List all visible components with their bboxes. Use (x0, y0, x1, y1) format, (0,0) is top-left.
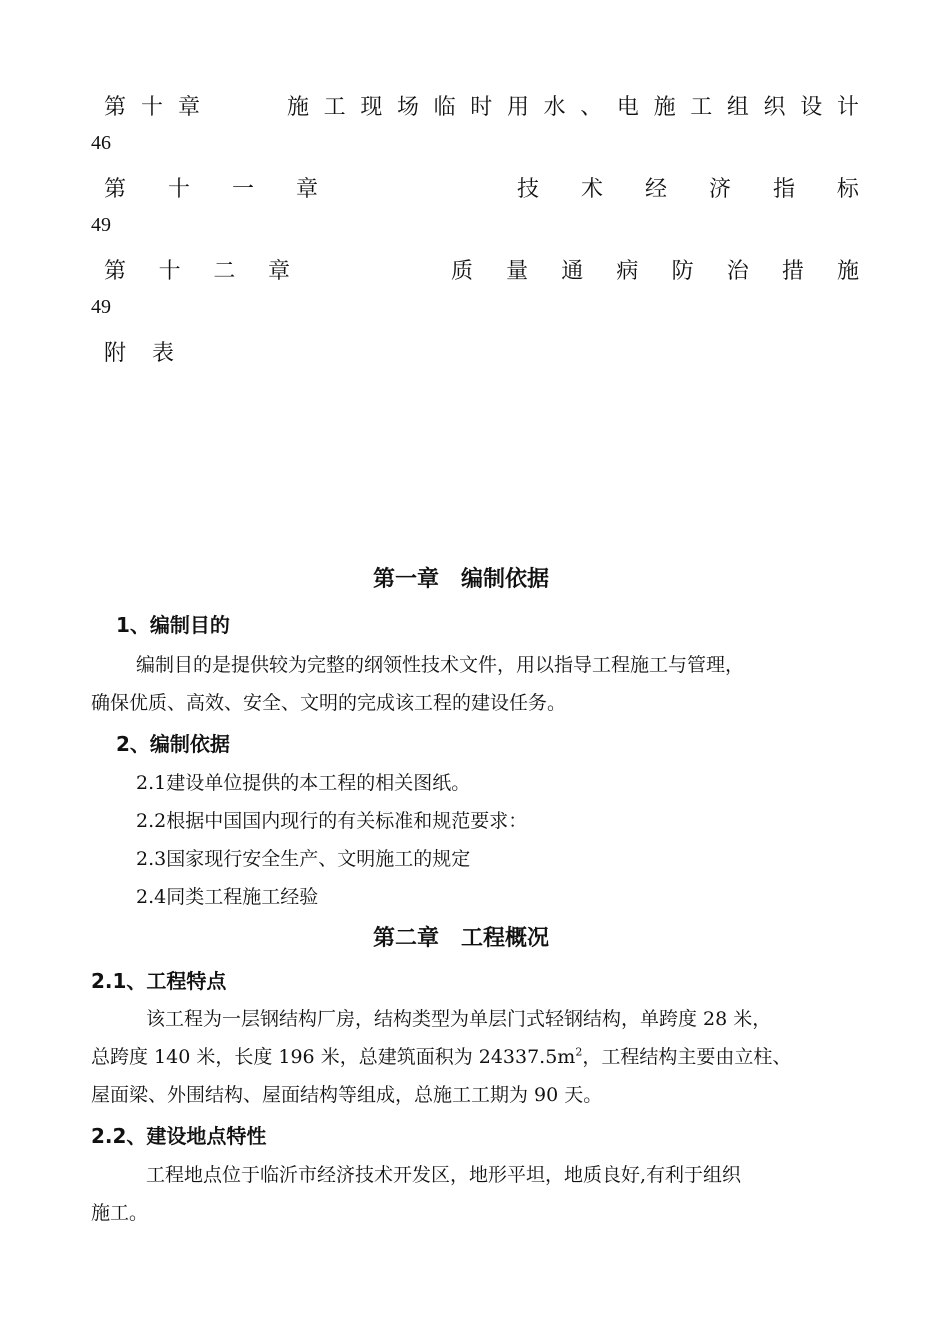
section-heading: 2.2、建设地点特性 (91, 1124, 267, 1148)
toc-char: 计 (836, 95, 859, 120)
list-item: 2.1建设单位提供的本工程的相关图纸。 (136, 772, 471, 794)
toc-char: 工 (323, 95, 346, 120)
toc-char: 附 (104, 341, 127, 366)
toc-char: 一 (231, 177, 254, 202)
toc-page-number: 49 (91, 214, 111, 236)
section-heading: 1、编制目的 (116, 613, 230, 637)
toc-char: 用 (506, 95, 529, 120)
toc-char: 十 (140, 95, 163, 120)
toc-char: 水 (543, 95, 566, 120)
toc-char: 十 (158, 259, 181, 284)
toc-char: 第 (104, 259, 127, 284)
text-run: ，工程结构主要由立柱、 (582, 1046, 792, 1068)
toc-chapter-11 (104, 172, 318, 203)
toc-char: 表 (151, 341, 174, 366)
superscript: 2 (575, 1045, 583, 1059)
toc-char: 十 (167, 177, 190, 202)
toc-char: 章 (295, 177, 318, 202)
toc-char: 第 (104, 95, 127, 120)
paragraph-line: 确保优质、高效、安全、文明的完成该工程的建设任务。 (91, 692, 567, 714)
section-heading: 2.1、工程特点 (91, 969, 227, 993)
text-run: 总跨度 140 米，长度 196 米，总建筑面积为 24337.5m (91, 1046, 576, 1068)
toc-char: 标 (836, 177, 859, 202)
toc-char: 措 (781, 259, 804, 284)
toc-char: 现 (360, 95, 383, 120)
list-item: 2.4同类工程施工经验 (136, 886, 319, 908)
toc-char: 质 (451, 259, 474, 284)
toc-appendix (104, 336, 174, 367)
toc-char: 章 (267, 259, 290, 284)
toc-char: 临 (433, 95, 456, 120)
toc-char: 术 (580, 177, 603, 202)
toc-char: 病 (616, 259, 639, 284)
toc-char: 二 (213, 259, 236, 284)
list-item: 2.3国家现行安全生产、文明施工的规定 (136, 848, 471, 870)
toc-title-12 (451, 254, 859, 285)
paragraph-line: 编制目的是提供较为完整的纲领性技术文件，用以指导工程施工与管理， (136, 654, 745, 676)
toc-char: 技 (517, 177, 540, 202)
toc-char: 场 (396, 95, 419, 120)
paragraph-line: 屋面梁、外围结构、屋面结构等组成，总施工工期为 90 天。 (91, 1084, 603, 1106)
toc-char: 第 (104, 177, 127, 202)
toc-char: 时 (470, 95, 493, 120)
toc-char: 经 (644, 177, 667, 202)
toc-char: 指 (772, 177, 795, 202)
toc-chapter-10 (104, 90, 200, 121)
toc-page-number: 49 (91, 296, 111, 318)
list-item: 2.2根据中国国内现行的有关标准和规范要求： (136, 810, 528, 832)
toc-char: 组 (726, 95, 749, 120)
toc-chapter-12 (104, 254, 290, 285)
toc-char: 施 (287, 95, 310, 120)
paragraph-line: 工程地点位于临沂市经济技术开发区，地形平坦，地质良好,有利于组织 (146, 1164, 742, 1186)
toc-title-11 (517, 172, 859, 203)
toc-char: 设 (800, 95, 823, 120)
toc-title-10 (287, 90, 859, 121)
toc-char: 织 (763, 95, 786, 120)
toc-char: 施 (653, 95, 676, 120)
section-heading: 2、编制依据 (116, 732, 230, 756)
toc-char: 防 (671, 259, 694, 284)
paragraph-line (91, 1042, 791, 1069)
toc-char: 工 (690, 95, 713, 120)
toc-char: 电 (616, 95, 639, 120)
toc-char: 济 (708, 177, 731, 202)
toc-char: 通 (561, 259, 584, 284)
toc-page-number: 46 (91, 132, 111, 154)
toc-char: 治 (726, 259, 749, 284)
toc-char: 施 (836, 259, 859, 284)
paragraph-line: 施工。 (91, 1202, 149, 1224)
paragraph-line: 该工程为一层钢结构厂房，结构类型为单层门式轻钢结构，单跨度 28 米， (146, 1008, 772, 1030)
toc-char: 章 (177, 95, 200, 120)
chapter-title: 第二章 工程概况 (373, 926, 550, 951)
chapter-title: 第一章 编制依据 (373, 567, 550, 592)
toc-char: 、 (580, 95, 603, 120)
toc-char: 量 (506, 259, 529, 284)
